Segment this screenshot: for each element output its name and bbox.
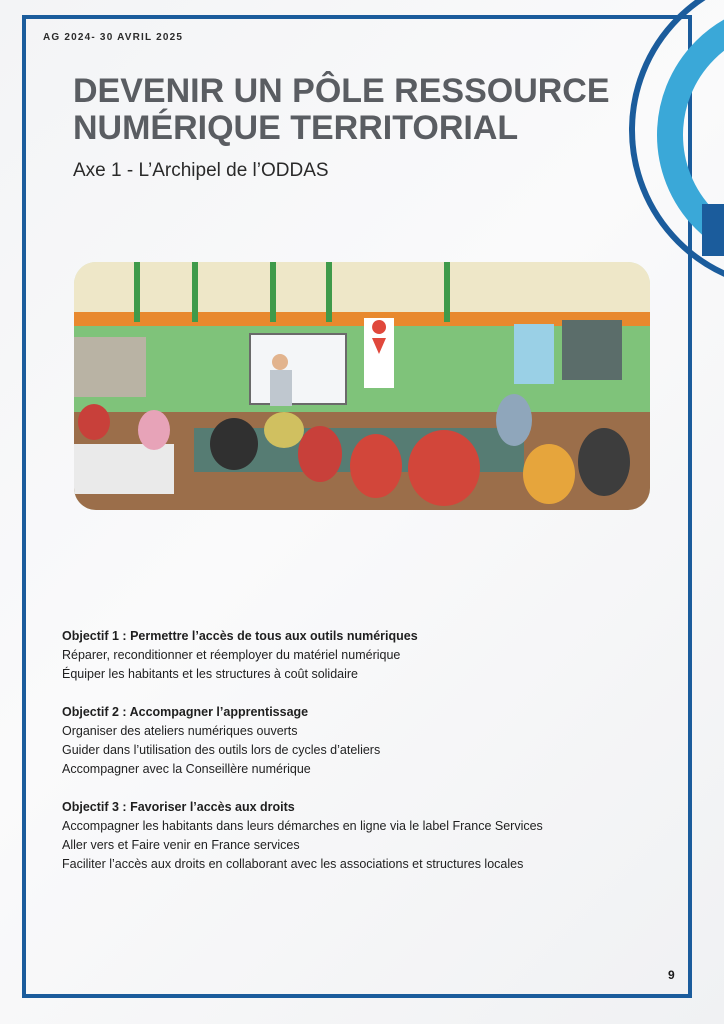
workshop-photo [74,262,650,510]
objective-item: Organiser des ateliers numériques ouverts [62,724,298,738]
objective-item: Accompagner avec la Conseillère numérique [62,762,311,776]
objective-item: Équiper les habitants et les structures à coût solidaire [62,667,358,681]
objective-item: Réparer, reconditionner et réemployer du matériel numérique [62,648,401,662]
objective-block-1 [62,627,682,684]
objective-heading: Objectif 2 : Accompagner l’apprentissage [62,705,309,719]
objective-block-2 [62,703,682,779]
page-subtitle: Axe 1 - L’Archipel de l’ODDAS [73,160,329,181]
objectives-list [62,627,682,893]
objective-item: Faciliter l’accès aux droits en collaborant avec les associations et structures locales [62,857,524,871]
objective-heading: Objectif 1 : Permettre l’accès de tous aux outils numériques [62,629,418,643]
event-tag: AG 2024- 30 AVRIL 2025 [43,32,184,43]
page-number: 9 [668,968,675,982]
workshop-photo-illustration [74,262,650,510]
objective-block-3 [62,798,682,874]
title-line-2: NUMÉRIQUE TERRITORIAL [73,109,519,147]
objective-heading: Objectif 3 : Favoriser l’accès aux droits [62,800,295,814]
title-line-1: DEVENIR UN PÔLE RESSOURCE [73,72,610,110]
objective-item: Aller vers et Faire venir en France services [62,838,300,852]
objective-item: Accompagner les habitants dans leurs démarches en ligne via le label France Services [62,819,543,833]
objective-item: Guider dans l’utilisation des outils lors de cycles d’ateliers [62,743,381,757]
page-title [73,73,633,147]
